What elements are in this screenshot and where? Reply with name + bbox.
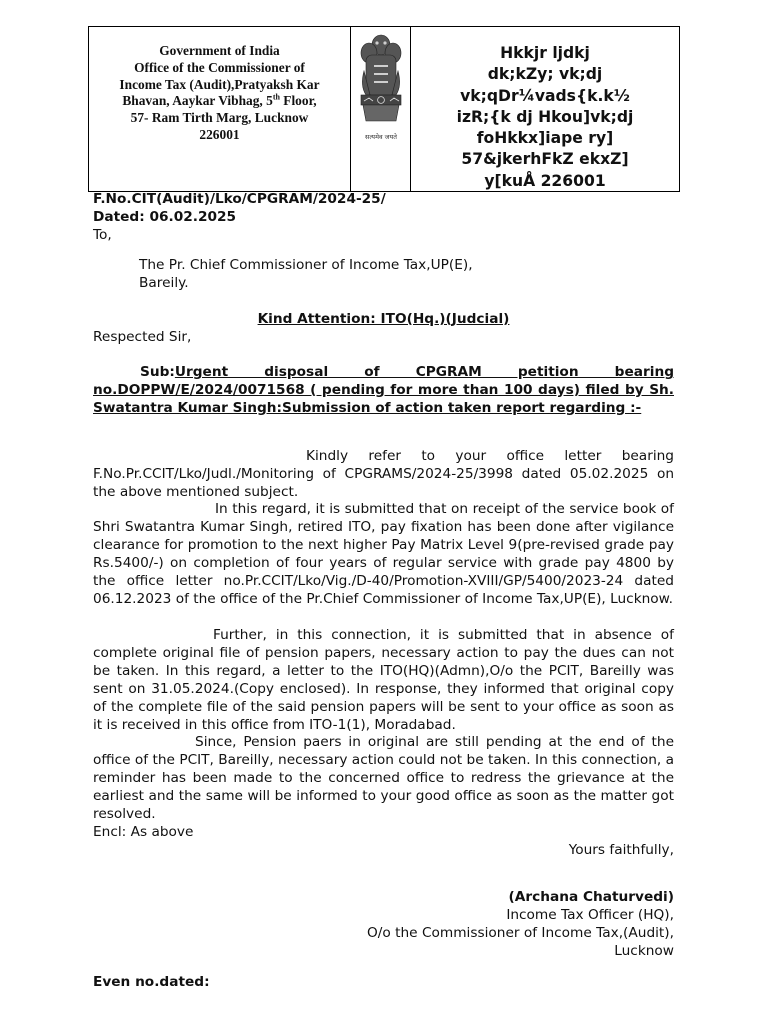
salutation: Respected Sir,: [93, 329, 192, 345]
bhavan-text: Bhavan, Aaykar Vibhag, 5: [122, 93, 273, 109]
signatory-name: (Archana Chaturvedi): [508, 889, 674, 905]
to-label: To,: [93, 227, 112, 243]
letterhead-hindi: [411, 27, 679, 191]
letterhead-hindi-line: 57&jkerhFkZ ekxZ]: [461, 150, 629, 169]
closing: Yours faithfully,: [568, 842, 674, 858]
body-paragraph: Kindly refer to your office letter bearing F.No.Pr.CCIT/Lko/Judl./Monitoring of CPGRAMS/2024-25/3998 dated 05.02.2025 on the above mentioned subject.: [93, 448, 674, 500]
letterhead-english: [89, 27, 351, 191]
letterhead-line: Income Tax (Audit),Pratyaksh Kar: [119, 76, 320, 92]
body-paragraph: Since, Pension paers in original are still pending at the end of the office of the PCIT, Bareilly, necessary action could not be taken. In this connection, a reminder has been made to the concerned office to redress the grievance at the earliest and the same will be informed to your good office as soon as the matter got resolved.: [93, 734, 674, 822]
addressee-line: The Pr. Chief Commissioner of Income Tax,UP(E),: [139, 257, 473, 273]
body-paragraph: In this regard, it is submitted that on receipt of the service book of Shri Swatantra Kumar Singh, retired ITO, pay fixation has been done after vigilance clearance for promotion to the next higher Pay Matrix Level 9(pre-revised grade pay Rs.5400/-) on completion of four years of regular service with grade pay 4800 by the office letter no.Pr.CCIT/Lko/Vig./D-40/Promotion-XVIII/GP/5400/2023-24 dated 06.12.2023 of the office of the Pr.Chief Commissioner of Income Tax,UP(E), Lucknow.: [93, 501, 674, 607]
even-number-dated: Even no.dated:: [93, 974, 210, 990]
letter-date: Dated: 06.02.2025: [93, 209, 237, 225]
letterhead-line: [97, 93, 342, 110]
letterhead-hindi-line: Hkkjr ljdkj: [500, 44, 590, 62]
subject-text: Urgent disposal of CPGRAM petition bearing no.DOPPW/E/2024/0071568 ( pending for more than 100 days) filed by Sh. Swatantra Kumar Singh:Submission of action taken report regarding :-: [93, 364, 674, 416]
subject-label: Sub:: [140, 364, 175, 380]
emblem-caption: सत्यमेव जयते: [364, 133, 397, 141]
letterhead-line: 57- Ram Tirth Marg, Lucknow: [130, 110, 309, 126]
file-number: F.No.CIT(Audit)/Lko/CPGRAM/2024-25/: [93, 191, 386, 207]
letterhead-hindi-line: vk;qDr¼vads{k.k½: [460, 86, 630, 105]
letterhead-hindi-line: foHkkx]iape ry]: [476, 129, 614, 148]
body-paragraph: Further, in this connection, it is submitted that in absence of complete original file of pension papers, necessary action to pay the dues can not be taken. In this regard, a letter to the ITO(HQ)(Admn),O/o the PCIT, Bareilly was sent on 31.05.2024.(Copy enclosed). In response, they informed that original copy of the complete file of the said pension papers will be sent to your office as soon as it is received in this office from ITO-1(1), Moradabad.: [93, 627, 674, 733]
letterhead-line: Office of the Commissioner of: [134, 59, 305, 75]
signatory-office: O/o the Commissioner of Income Tax,(Audit),: [367, 925, 674, 941]
letterhead-line: 226001: [199, 126, 240, 142]
letterhead-hindi-line: dk;kZy; vk;dj: [487, 65, 603, 84]
floor-suffix: th: [272, 92, 280, 102]
letterhead-hindi-line: y[kuÅ 226001: [484, 171, 606, 190]
floor-text: Floor,: [279, 93, 317, 109]
kind-attention: Kind Attention: ITO(Hq.)(Judcial): [257, 311, 510, 327]
emblem-icon: [354, 31, 408, 149]
letterhead: [88, 26, 680, 192]
enclosure-note: Encl: As above: [93, 824, 194, 840]
signatory-designation: Income Tax Officer (HQ),: [506, 907, 674, 923]
signatory-city: Lucknow: [614, 943, 674, 959]
subject-block: [93, 364, 674, 418]
addressee-line: Bareily.: [139, 275, 189, 291]
letterhead-line: Government of India: [159, 43, 280, 58]
letterhead-hindi-line: izR;{k dj Hkou]vk;dj: [456, 107, 634, 126]
national-emblem: [351, 27, 411, 191]
